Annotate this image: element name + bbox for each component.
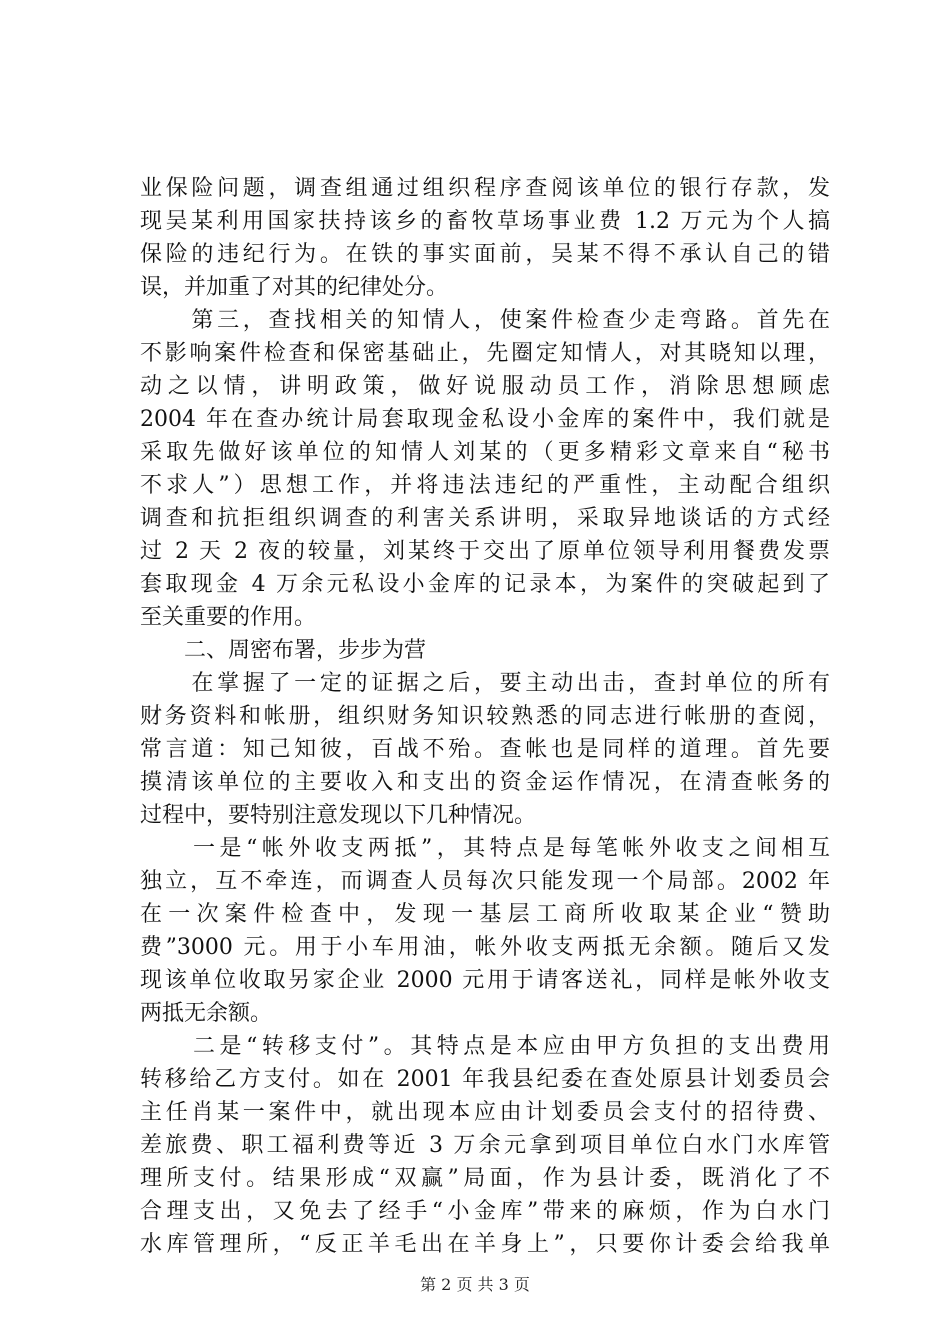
- text-line: 二是“转移支付”。其特点是本应由甲方负担的支出费用: [140, 1034, 830, 1059]
- text-line: 保险的违纪行为。在铁的事实面前，吴某不得不承认自己的错: [140, 242, 830, 267]
- text-line: 现吴某利用国家扶持该乡的畜牧草场事业费 1.2 万元为个人搞: [140, 209, 830, 234]
- document-body: [140, 172, 830, 1261]
- text-line: 采取先做好该单位的知情人刘某的（更多精彩文章来自“秘书: [140, 440, 830, 465]
- text-line: 业保险问题，调查组通过组织程序查阅该单位的银行存款，发: [140, 176, 830, 201]
- text-line: 第三，查找相关的知情人，使案件检查少走弯路。首先在: [140, 308, 830, 333]
- page-footer: 第 2 页 共 3 页: [420, 1275, 530, 1294]
- text-line: 过程中，要特别注意发现以下几种情况。: [140, 803, 537, 828]
- text-line: 两抵无余额。: [140, 1001, 273, 1026]
- text-line: 套取现金 4 万余元私设小金库的记录本，为案件的突破起到了: [140, 572, 830, 597]
- text-line: 摸清该单位的主要收入和支出的资金运作情况，在清查帐务的: [140, 770, 830, 795]
- text-line: 水库管理所，“反正羊毛出在羊身上”，只要你计委会给我单: [140, 1232, 830, 1257]
- text-line: 财务资料和帐册，组织财务知识较熟悉的同志进行帐册的查阅，: [140, 704, 830, 729]
- text-line: 误，并加重了对其的纪律处分。: [140, 275, 449, 300]
- text-line: 常言道：知己知彼，百战不殆。查帐也是同样的道理。首先要: [140, 737, 830, 762]
- text-line: 调查和抗拒组织调查的利害关系讲明，采取异地谈话的方式经: [140, 506, 830, 531]
- text-line: 在一次案件检查中，发现一基层工商所收取某企业“赞助: [140, 902, 830, 927]
- text-line: 动之以情，讲明政策，做好说服动员工作，消除思想顾虑: [140, 374, 830, 399]
- text-line: 至关重要的作用。: [140, 605, 317, 630]
- text-line: 二、周密布署，步步为营: [140, 638, 427, 663]
- text-line: 在掌握了一定的证据之后，要主动出击，查封单位的所有: [140, 671, 830, 696]
- text-line: 2004 年在查办统计局套取现金私设小金库的案件中，我们就是: [140, 407, 830, 432]
- text-line: 理所支付。结果形成“双赢”局面，作为县计委，既消化了不: [140, 1166, 830, 1191]
- text-line: 差旅费、职工福利费等近 3 万余元拿到项目单位白水门水库管: [140, 1133, 830, 1158]
- text-line: 不影响案件检查和保密基础止，先圈定知情人，对其晓知以理，: [140, 341, 830, 366]
- text-line: 费”3000 元。用于小车用油，帐外收支两抵无余额。随后又发: [140, 935, 830, 960]
- text-line: 转移给乙方支付。如在 2001 年我县纪委在查处原县计划委员会: [140, 1067, 830, 1092]
- text-line: 主任肖某一案件中，就出现本应由计划委员会支付的招待费、: [140, 1100, 830, 1125]
- text-line: 现该单位收取另家企业 2000 元用于请客送礼，同样是帐外收支: [140, 968, 830, 993]
- text-line: 一是“帐外收支两抵”，其特点是每笔帐外收支之间相互: [140, 836, 830, 861]
- text-line: 过 2 天 2 夜的较量，刘某终于交出了原单位领导利用餐费发票: [140, 539, 830, 564]
- text-line: 独立，互不牵连，而调查人员每次只能发现一个局部。2002 年: [140, 869, 830, 894]
- text-line: 不求人”）思想工作，并将违法违纪的严重性，主动配合组织: [140, 473, 830, 498]
- text-line: 合理支出，又免去了经手“小金库”带来的麻烦，作为白水门: [140, 1199, 830, 1224]
